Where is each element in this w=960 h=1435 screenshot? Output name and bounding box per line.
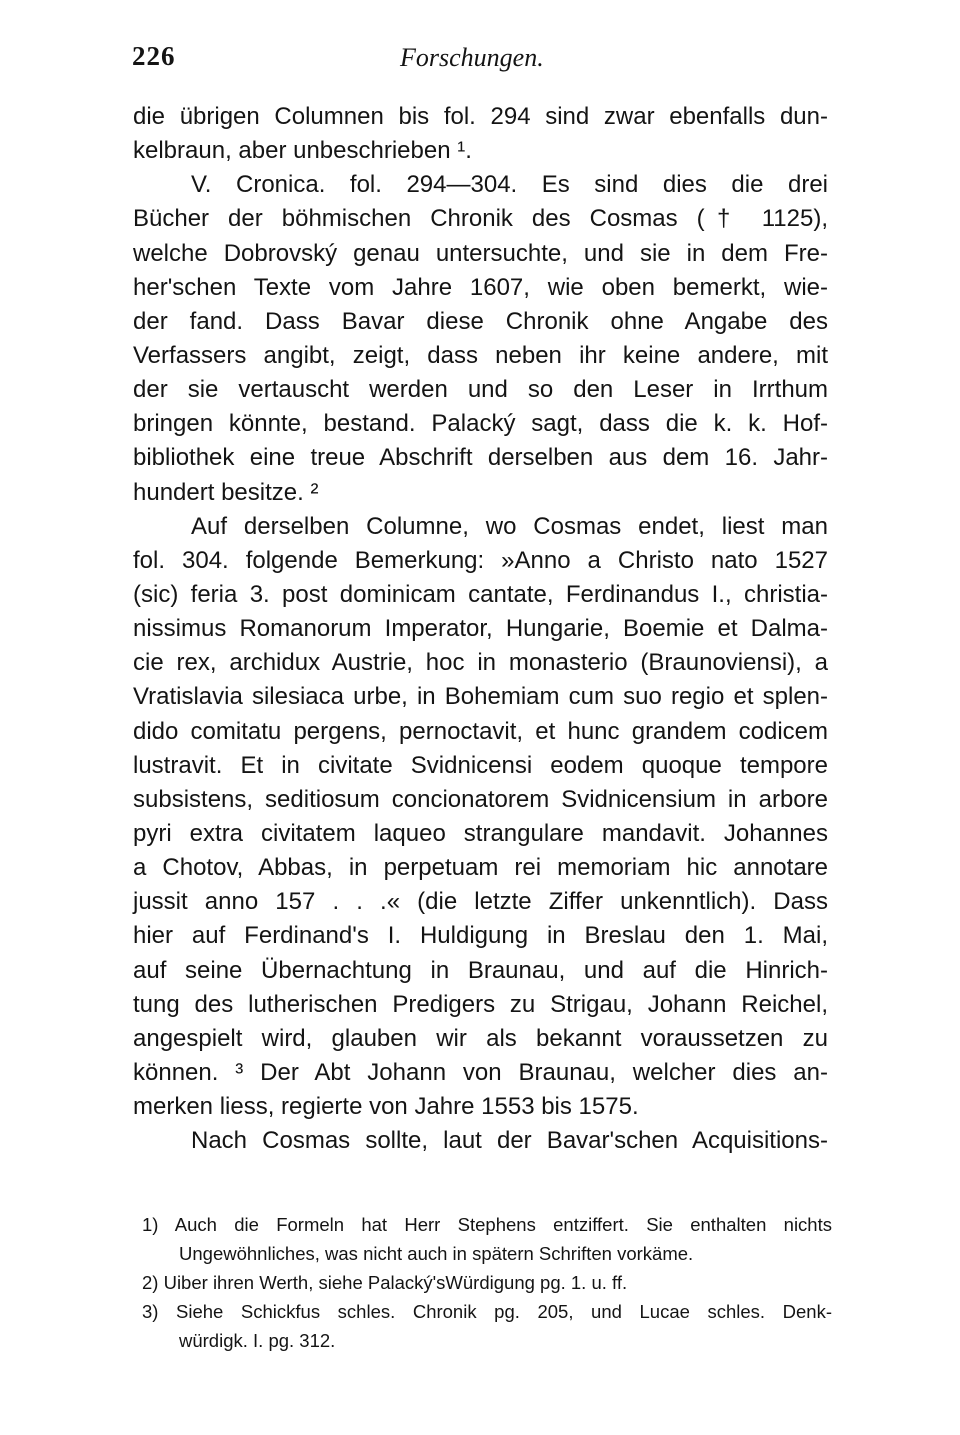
- text-line: lustravit. Et in civitate Svidnicensi eodem quoque tempore: [133, 751, 828, 779]
- text-line: der sie vertauscht werden und so den Leser in Irrthum: [133, 376, 828, 404]
- text-line: bringen könnte, bestand. Palacký sagt, dass die k. k. Hof-: [133, 410, 828, 438]
- text-line: die übrigen Columnen bis fol. 294 sind zwar ebenfalls dun-: [133, 103, 828, 130]
- page-number: 226: [132, 41, 176, 71]
- text-line: dido comitatu pergens, pernoctavit, et hunc grandem codicem: [133, 717, 828, 745]
- text-line: hundert besitze. ²: [133, 478, 319, 506]
- text-line: bibliothek eine treue Abschrift derselben aus dem 16. Jahr-: [133, 444, 828, 472]
- text-line: merken liess, regierte von Jahre 1553 bis 1575.: [133, 1093, 639, 1121]
- footnotes-block: [142, 1210, 832, 1355]
- text-line: V. Cronica. fol. 294—304. Es sind dies die drei: [191, 171, 828, 199]
- text-line: tung des lutherischen Predigers zu Strigau, Johann Reichel,: [133, 990, 828, 1018]
- text-line: pyri extra civitatem laqueo strangulare mandavit. Johannes: [133, 819, 828, 847]
- footnote-line: 3) Siehe Schickfus schles. Chronik pg. 205, und Lucae schles. Denk-: [142, 1301, 832, 1322]
- footnote-line: würdigk. I. pg. 312.: [179, 1330, 336, 1351]
- text-line: nissimus Romanorum Imperator, Hungarie, Boemie et Dalma-: [133, 615, 828, 643]
- footnote-line: 2) Uiber ihren Werth, siehe Palacký'sWürdigung pg. 1. u. ff.: [142, 1272, 628, 1293]
- text-line: der fand. Dass Bavar diese Chronik ohne Angabe des: [133, 307, 828, 335]
- text-line: Nach Cosmas sollte, laut der Bavar'schen Acquisitions-: [191, 1127, 828, 1155]
- text-line: Bücher der böhmischen Chronik des Cosmas († 1125),: [133, 205, 828, 233]
- footnote-line: Ungewöhnliches, was nicht auch in spätern Schriften vorkäme.: [179, 1243, 694, 1264]
- text-line: cie rex, archidux Austrie, hoc in monasterio (Braunoviensi), a: [133, 649, 828, 677]
- text-line: kelbraun, aber unbeschrieben ¹.: [133, 137, 472, 165]
- text-line: her'schen Texte vom Jahre 1607, wie oben bemerkt, wie-: [133, 273, 828, 301]
- main-text-block: [133, 100, 828, 1158]
- text-line: angespielt wird, glauben wir als bekannt voraussetzen zu: [133, 1024, 828, 1052]
- text-line: Auf derselben Columne, wo Cosmas endet, liest man: [191, 512, 828, 540]
- text-line: auf seine Übernachtung in Braunau, und auf die Hinrich-: [133, 956, 828, 984]
- running-title: Forschungen.: [400, 43, 544, 72]
- text-line: fol. 304. folgende Bemerkung: »Anno a Christo nato 1527: [133, 546, 828, 574]
- text-line: hier auf Ferdinand's I. Huldigung in Breslau den 1. Mai,: [133, 922, 828, 950]
- text-line: welche Dobrovský genau untersuchte, und sie in dem Fre-: [133, 239, 828, 267]
- text-line: können. ³ Der Abt Johann von Braunau, welcher dies an-: [133, 1058, 828, 1086]
- text-line: (sic) feria 3. post dominicam cantate, Ferdinandus I., christia-: [133, 580, 828, 608]
- text-line: a Chotov, Abbas, in perpetuam rei memoriam hic annotare: [133, 854, 828, 882]
- text-line: Verfassers angibt, zeigt, dass neben ihr keine andere, mit: [133, 341, 828, 369]
- footnote-line: 1) Auch die Formeln hat Herr Stephens entziffert. Sie enthalten nichts: [142, 1214, 832, 1235]
- text-line: Vratislavia silesiaca urbe, in Bohemiam cum suo regio et splen-: [133, 683, 828, 711]
- text-line: jussit anno 157 . . .« (die letzte Ziffer unkenntlich). Dass: [133, 888, 828, 916]
- text-line: subsistens, seditiosum concionatorem Svidnicensium in arbore: [133, 785, 828, 813]
